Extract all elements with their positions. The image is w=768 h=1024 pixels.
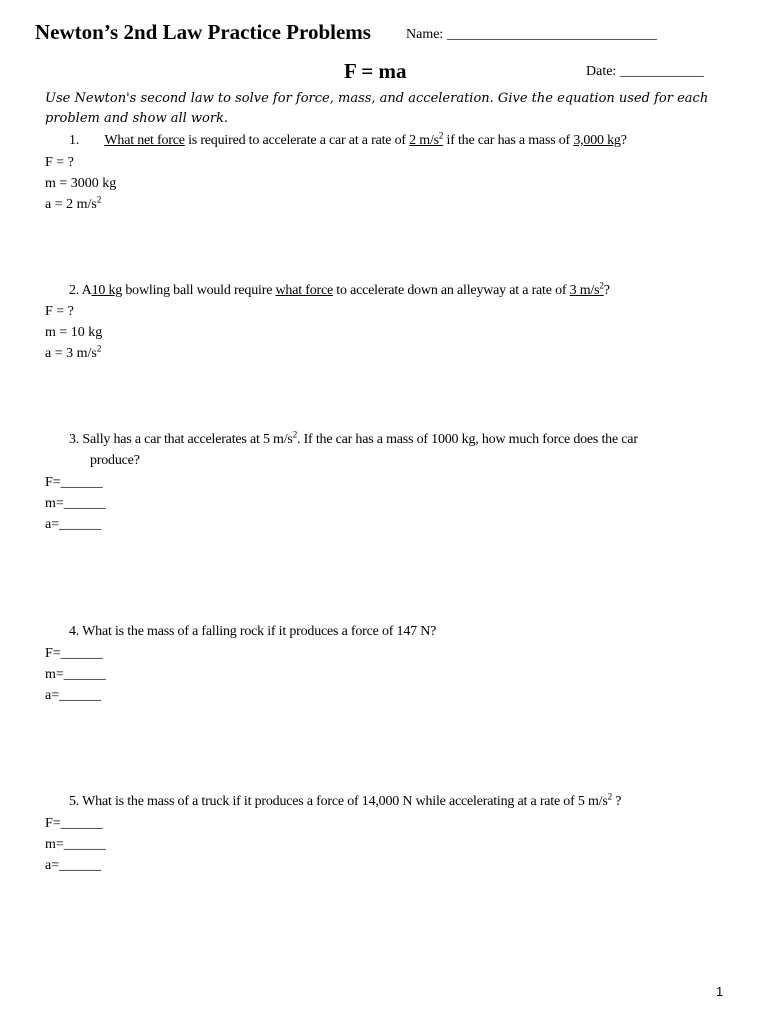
blank-acceleration: a=______: [45, 688, 102, 703]
blank-mass: m=______: [45, 837, 106, 852]
problem-text: A: [81, 283, 92, 298]
page-number: 1: [716, 984, 724, 999]
problem-number: 1.: [69, 133, 80, 148]
problem-text: what force: [275, 283, 333, 298]
blank-mass: m=______: [45, 667, 106, 682]
given-acceleration: a = 2 $m/s^2$: [45, 194, 102, 212]
given-mass: m = 10 kg: [45, 325, 103, 340]
problem-text: ?: [603, 283, 610, 298]
blank-acceleration: a=______: [45, 517, 102, 532]
exponent: 2: [607, 791, 612, 802]
problem-text: 3,000 kg: [573, 133, 621, 148]
blank-force: F=______: [45, 646, 103, 661]
problem-text: ?: [611, 794, 622, 809]
name-field-label: Name: ______________________________: [406, 27, 657, 42]
problem-5: [69, 791, 622, 810]
problem-text: is required to accelerate a car at a rate of: [184, 133, 410, 148]
blank-force: F=______: [45, 475, 103, 490]
problem-text: 3 m/s: [569, 283, 600, 298]
problem-text: bowling ball would require: [122, 283, 276, 298]
problem-text: . If the car has a mass of 1000 kg, how much force does the car: [297, 432, 638, 447]
problem-text: 10 kg: [91, 283, 123, 298]
problem-number: 4.: [69, 624, 80, 639]
given-acceleration: a = 3 $m/s^2$: [45, 343, 102, 361]
problem-text: What net force: [104, 133, 185, 148]
problem-text: What is the mass of a truck if it produces a force of 14,000 N while accelerating at a rate of 5 m/s: [82, 794, 608, 809]
instructions: Use Newton's second law to solve for force, mass, and acceleration. Give the equation used for each problem and show all work.: [45, 91, 709, 126]
page-title: Newton’s 2nd Law Practice Problems: [35, 20, 371, 44]
problem-1: [69, 130, 627, 149]
problem-text: if the car has a mass of: [443, 133, 574, 148]
formula-heading: F = ma: [344, 59, 407, 83]
given-mass: m = 3000 kg: [45, 176, 117, 191]
date-field-label: Date: ____________: [586, 64, 704, 79]
problem-text: to accelerate down an alleyway at a rate of: [332, 283, 570, 298]
problem-4: [69, 624, 436, 640]
problem-text: Sally has a car that accelerates at 5 m/s: [82, 432, 293, 447]
problem-number: 5.: [69, 794, 80, 809]
problem-3: [69, 429, 638, 448]
blank-mass: m=______: [45, 496, 106, 511]
exponent: 2: [438, 130, 444, 141]
problem-text: What is the mass of a falling rock if it produces a force of 147 N?: [82, 624, 437, 639]
blank-force: F=______: [45, 816, 103, 831]
problem-2: [69, 280, 610, 299]
problem-number: 3.: [69, 432, 80, 447]
exponent: 2: [292, 429, 297, 440]
exponent: 2: [599, 280, 604, 291]
given-force: F = ?: [45, 155, 74, 170]
problem-text: 2 m/s: [409, 133, 439, 148]
problem-number: 2.: [69, 283, 80, 298]
problem-3-continuation: produce?: [90, 453, 140, 468]
given-force: F = ?: [45, 304, 74, 319]
blank-acceleration: a=______: [45, 858, 102, 873]
problem-text: ?: [620, 133, 627, 148]
